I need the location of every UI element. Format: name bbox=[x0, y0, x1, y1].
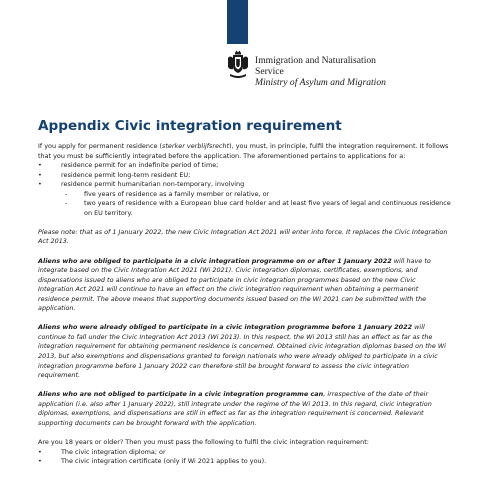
logo-bar bbox=[227, 0, 248, 44]
intro-text-before: If you apply for permanent residence ( bbox=[38, 142, 163, 150]
section-1-paragraph bbox=[38, 257, 451, 314]
page-title: Appendix Civic integration requirement bbox=[38, 118, 342, 134]
list-item: • The civic integration certificate (only if Wi 2021 applies to you). bbox=[38, 457, 451, 467]
question-paragraph: Are you 18 years or older? Then you must pass the following to fulfil the civic integration requirement: bbox=[38, 437, 369, 446]
list-item: • The civic integration diploma; or bbox=[38, 448, 451, 458]
section-2-heading: Aliens who were already obliged to participate in a civic integration programme before 1 January 2022 bbox=[38, 323, 413, 332]
sub-list-item: - two years of residence with a European blue card holder and at least five years of legal and continuous residence on EU territory. bbox=[61, 199, 451, 218]
note-paragraph: Please note: that as of 1 January 2022, the new Civic Integration Act 2021 will enter into force. It replaces the Civic Integration Act 2013. bbox=[38, 227, 448, 246]
intro-text-after: ), you must, in principle, fulfil the integration requirement. It follows that you must be sufficiently integrated before the application. The aforementioned pertains to applications for a: bbox=[38, 142, 449, 160]
permit-list bbox=[38, 161, 451, 218]
section-3-text: , irrespective of the date of their application (i.e. also after 1 January 2022), still integrate under the regime of the Wi 2013. In this regard, civic integration diplomas, exemptions, and dispensations are still in effect as far as the integration requirement is concerned. Relevant supporting documents can be brought forward with the application. bbox=[38, 390, 432, 427]
list-item-text: residence permit humanitarian non-temporary, involving bbox=[61, 180, 245, 189]
intro-italic-term: sterker verblijfsrecht bbox=[162, 142, 230, 150]
list-item: • residence permit for an indefinite period of time; bbox=[38, 161, 451, 171]
requirement-list bbox=[38, 448, 451, 467]
section-1-heading: Aliens who are obliged to participate in a civic integration programme on or after 1 January 2022 bbox=[38, 256, 392, 265]
section-2-text: will continue to fall under the Civic Integration Act 2013 (Wi 2013). In this respect, the Wi 2013 still has an effect as far as the integration requirement for obtaining permanent residence is concerned. Obtained civic integration diplomas based on the Wi 2013, but also exemptions and dispensations granted to foreign nationals who were already obliged to participate in a civic integration programme before 1 January 2022 can therefore still be brought forward to assess the civic integration requirement. bbox=[38, 323, 446, 380]
sub-list bbox=[61, 190, 451, 219]
royal-crest-icon bbox=[227, 50, 249, 80]
section-2-paragraph bbox=[38, 323, 451, 380]
org-name-line1: Immigration and Naturalisation bbox=[255, 55, 376, 66]
org-name-line2: Service bbox=[255, 66, 284, 77]
document-body bbox=[38, 142, 451, 467]
ministry-name: Ministry of Asylum and Migration bbox=[255, 77, 386, 88]
intro-paragraph bbox=[38, 142, 451, 161]
list-item bbox=[38, 180, 451, 218]
section-3-paragraph bbox=[38, 390, 451, 428]
list-item: • residence permit long-term resident EU; bbox=[38, 171, 451, 181]
sub-list-item: - five years of residence as a family member or relative, or bbox=[61, 190, 451, 200]
section-3-heading: Aliens who are not obliged to participate in a civic integration programme can bbox=[38, 390, 324, 399]
section-1-text: will have to integrate based on the Civic Integration Act 2021 (Wi 2021). Civic integration diplomas, certificates, exemptions, and dispensations issued to aliens who are obliged to participate in civic integration programmes based on the new Civic Integration Act 2021 will continue to have an effect on the civic integration requirement when obtaining a permanent residence permit. The above means that supporting documents issued based on the Wi 2021 can be submitted with the application. bbox=[38, 256, 431, 313]
organisation-name bbox=[255, 55, 386, 88]
